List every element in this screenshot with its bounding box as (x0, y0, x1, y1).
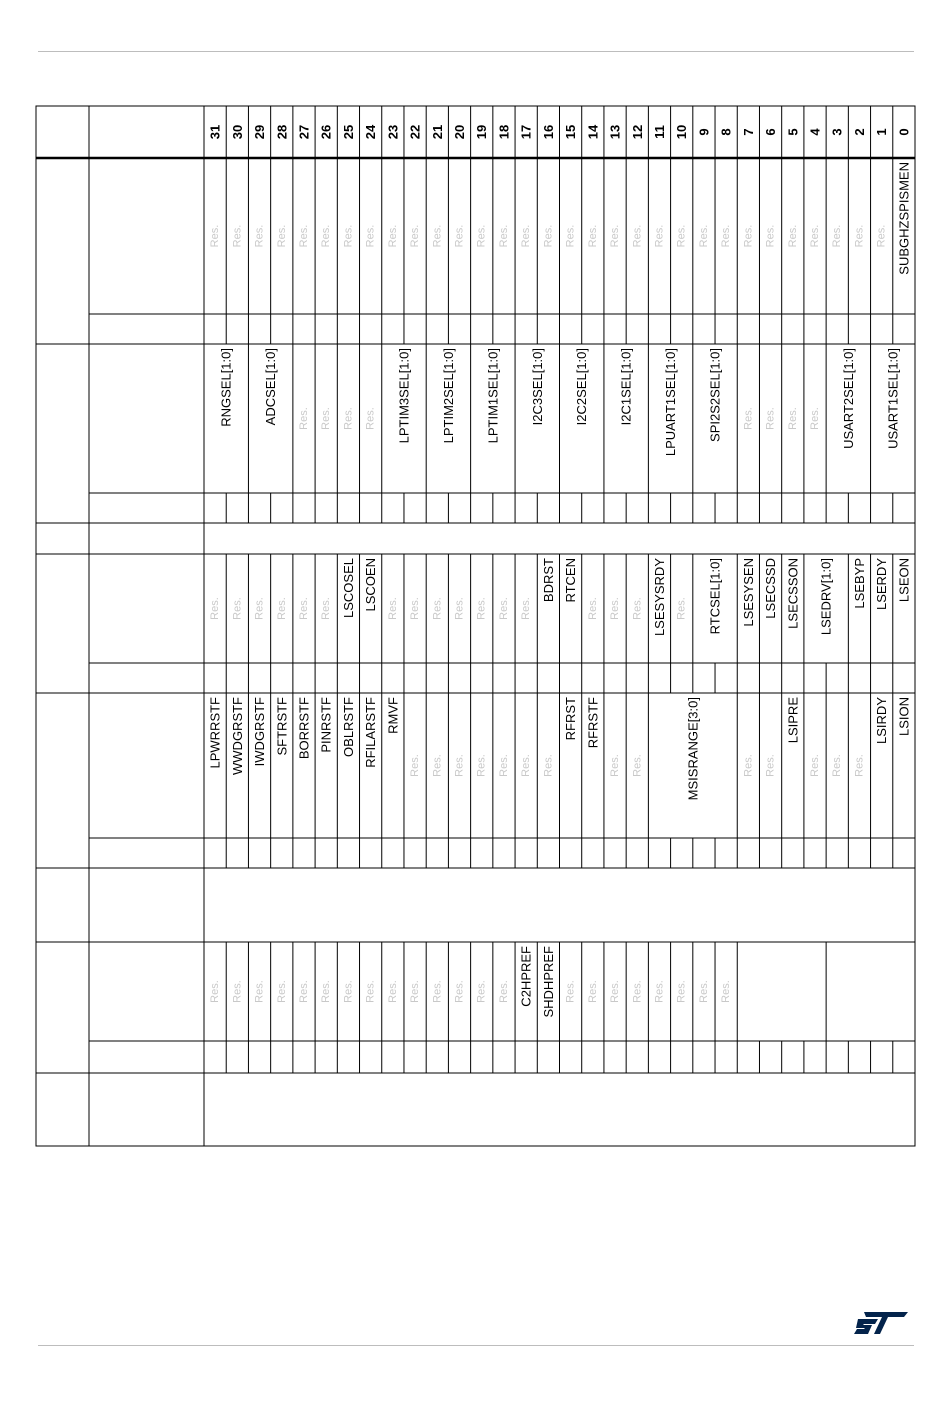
bit-number-label: 0 (896, 128, 912, 136)
reserved-field-label: Res. (475, 224, 488, 248)
bit-number-label: 9 (696, 128, 712, 136)
reserved-field-label: Res. (542, 224, 555, 248)
bit-number-label: 25 (340, 124, 356, 140)
reserved-field-label: Res. (231, 597, 244, 620)
reserved-field-label: Res. (364, 224, 377, 248)
reserved-field-label: Res. (231, 980, 244, 1003)
reserved-field-label: Res. (297, 407, 310, 430)
reserved-field-label: Res. (275, 980, 288, 1003)
field-name-label: LSECSSD (763, 558, 779, 619)
field-name-label: LSESYSRDY (651, 558, 667, 637)
reserved-field-label: Res. (675, 597, 688, 620)
reserved-field-label: Res. (297, 980, 310, 1003)
field-name-label: USART2SEL[1:0] (840, 348, 856, 449)
bit-number-label: 7 (740, 128, 756, 136)
reserved-field-label: Res. (742, 407, 755, 430)
reserved-field-label: Res. (742, 754, 755, 777)
field-name-label: LSECSSON (785, 558, 801, 629)
reserved-field-label: Res. (342, 407, 355, 430)
reserved-field-label: Res. (297, 597, 310, 620)
reserved-field-label: Res. (209, 980, 222, 1003)
reserved-field-label: Res. (697, 980, 710, 1003)
reserved-field-label: Res. (564, 980, 577, 1003)
field-name-label: OBLRSTF (340, 697, 356, 757)
reserved-field-label: Res. (409, 597, 422, 620)
reserved-field-label: Res. (497, 597, 510, 620)
field-name-label: SPI2S2SEL[1:0] (707, 348, 723, 442)
reserved-field-label: Res. (475, 597, 488, 620)
bit-number-label: 29 (252, 124, 268, 140)
reserved-field-label: Res. (497, 754, 510, 777)
reserved-field-label: Res. (653, 224, 666, 248)
reserved-field-label: Res. (386, 597, 399, 620)
field-name-label: RMVF (385, 697, 401, 734)
reserved-field-label: Res. (631, 754, 644, 777)
reserved-field-label: Res. (209, 224, 222, 248)
reserved-field-label: Res. (386, 980, 399, 1003)
reserved-field-label: Res. (675, 224, 688, 248)
field-name-label: I2C1SEL[1:0] (618, 348, 634, 426)
reserved-field-label: Res. (764, 407, 777, 430)
bit-number-label: 23 (385, 124, 401, 140)
reserved-field-label: Res. (831, 754, 844, 777)
reserved-field-label: Res. (586, 980, 599, 1003)
bit-number-label: 20 (452, 124, 468, 140)
field-name-label: I2C3SEL[1:0] (529, 348, 545, 426)
bit-number-label: 19 (474, 124, 490, 140)
reserved-field-label: Res. (320, 980, 333, 1003)
field-name-label: SHDHPREF (540, 946, 556, 1018)
reserved-field-label: Res. (631, 597, 644, 620)
bit-number-label: 21 (429, 124, 445, 140)
reserved-field-label: Res. (586, 597, 599, 620)
reserved-field-label: Res. (231, 224, 244, 248)
bit-number-label: 27 (296, 124, 312, 140)
field-name-label: RNGSEL[1:0] (218, 348, 234, 427)
reserved-field-label: Res. (475, 980, 488, 1003)
field-name-label: LSEON (896, 558, 912, 603)
field-name-label: RTCEN (563, 558, 579, 603)
reserved-field-label: Res. (631, 224, 644, 248)
bit-number-label: 30 (229, 124, 245, 140)
field-name-label: LPWRRSTF (207, 697, 223, 769)
reserved-field-label: Res. (431, 224, 444, 248)
field-name-label: IWDGRSTF (252, 697, 268, 767)
reserved-field-label: Res. (697, 224, 710, 248)
reserved-field-label: Res. (431, 597, 444, 620)
bit-number-label: 3 (829, 128, 845, 136)
bit-number-label: 11 (651, 125, 667, 139)
reserved-field-label: Res. (564, 224, 577, 248)
reserved-field-label: Res. (320, 407, 333, 430)
reserved-field-label: Res. (431, 754, 444, 777)
reserved-field-label: Res. (453, 224, 466, 248)
field-name-label: LSEDRV[1:0] (818, 558, 834, 636)
field-name-label: SUBGHZSPISMEN (896, 162, 912, 275)
field-name-label: RFRSTF (585, 697, 601, 749)
reserved-field-label: Res. (809, 407, 822, 430)
reserved-field-label: Res. (320, 597, 333, 620)
bit-number-label: 5 (785, 128, 801, 136)
reserved-field-label: Res. (720, 224, 733, 248)
reserved-field-label: Res. (520, 754, 533, 777)
reserved-field-label: Res. (497, 224, 510, 248)
reserved-field-label: Res. (409, 980, 422, 1003)
bit-number-label: 8 (718, 128, 734, 136)
reserved-field-label: Res. (253, 224, 266, 248)
field-name-label: RFILARSTF (363, 697, 379, 768)
field-name-label: LPUART1SEL[1:0] (663, 348, 679, 457)
reserved-field-label: Res. (275, 597, 288, 620)
reserved-field-label: Res. (453, 597, 466, 620)
empty-field-cell (737, 942, 826, 1041)
reserved-field-label: Res. (631, 980, 644, 1003)
field-name-label: LSION (896, 697, 912, 737)
field-name-label: WWDGRSTF (229, 697, 245, 775)
field-name-label: BDRST (540, 558, 556, 603)
field-name-label: LSCOSEL (340, 558, 356, 618)
reserved-field-label: Res. (609, 754, 622, 777)
reserved-field-label: Res. (431, 980, 444, 1003)
reserved-field-label: Res. (364, 980, 377, 1003)
reserved-field-label: Res. (675, 980, 688, 1003)
reserved-field-label: Res. (253, 980, 266, 1003)
bit-number-label: 24 (363, 124, 379, 140)
field-name-label: C2HPREF (518, 946, 534, 1007)
bit-number-label: 31 (207, 124, 223, 140)
bit-number-label: 6 (763, 128, 779, 136)
field-name-label: LPTIM1SEL[1:0] (485, 348, 501, 444)
reserved-field-label: Res. (786, 407, 799, 430)
field-name-label: BORRSTF (296, 697, 312, 760)
reserved-field-label: Res. (853, 224, 866, 248)
reserved-field-label: Res. (786, 224, 799, 248)
reserved-field-label: Res. (542, 754, 555, 777)
reserved-field-label: Res. (764, 754, 777, 777)
reserved-field-label: Res. (609, 597, 622, 620)
field-name-label: LPTIM3SEL[1:0] (396, 348, 412, 444)
reserved-field-label: Res. (297, 224, 310, 248)
bit-number-label: 17 (518, 124, 534, 140)
bit-number-label: 1 (874, 128, 890, 136)
reserved-field-label: Res. (386, 224, 399, 248)
st-logo-icon (852, 1310, 910, 1336)
bit-number-label: 26 (318, 124, 334, 140)
reserved-field-label: Res. (253, 597, 266, 620)
reserved-field-label: Res. (497, 980, 510, 1003)
reserved-field-label: Res. (875, 224, 888, 248)
bit-number-label: 4 (807, 128, 823, 136)
field-name-label: MSISRANGE[3:0] (685, 697, 701, 801)
field-name-label: LSERDY (874, 558, 890, 611)
field-name-label: RTCSEL[1:0] (707, 558, 723, 635)
field-name-label: I2C2SEL[1:0] (574, 348, 590, 426)
reserved-field-label: Res. (453, 980, 466, 1003)
bit-number-label: 15 (563, 124, 579, 140)
field-name-label: USART1SEL[1:0] (885, 348, 901, 449)
reserved-field-label: Res. (453, 754, 466, 777)
empty-field-cell (826, 942, 915, 1041)
bit-number-label: 12 (629, 124, 645, 140)
field-name-label: LSIPRE (785, 697, 801, 744)
bit-number-label: 28 (274, 124, 290, 140)
reserved-field-label: Res. (342, 980, 355, 1003)
reserved-field-label: Res. (809, 224, 822, 248)
reserved-field-label: Res. (320, 224, 333, 248)
bit-number-label: 14 (585, 124, 601, 140)
reserved-field-label: Res. (742, 224, 755, 248)
field-name-label: LSIRDY (874, 697, 890, 744)
reserved-field-label: Res. (609, 224, 622, 248)
field-name-label: ADCSEL[1:0] (263, 348, 279, 426)
reserved-field-label: Res. (609, 980, 622, 1003)
reserved-field-label: Res. (831, 224, 844, 248)
reserved-field-label: Res. (586, 224, 599, 248)
reserved-field-label: Res. (764, 224, 777, 248)
field-name-label: LSCOEN (363, 558, 379, 612)
reserved-field-label: Res. (342, 224, 355, 248)
reserved-field-label: Res. (520, 597, 533, 620)
reserved-field-label: Res. (809, 754, 822, 777)
bit-number-label: 16 (540, 124, 556, 140)
reserved-field-label: Res. (520, 224, 533, 248)
bit-number-label: 2 (851, 128, 867, 136)
reserved-field-label: Res. (409, 224, 422, 248)
reserved-field-label: Res. (364, 407, 377, 430)
field-name-label: LSEBYP (851, 558, 867, 609)
field-name-label: SFTRSTF (274, 697, 290, 756)
reserved-field-label: Res. (720, 980, 733, 1003)
bit-number-label: 10 (674, 124, 690, 140)
bit-number-label: 22 (407, 124, 423, 140)
field-name-label: LPTIM2SEL[1:0] (440, 348, 456, 444)
bit-number-label: 18 (496, 124, 512, 140)
reserved-field-label: Res. (853, 754, 866, 777)
reserved-field-label: Res. (209, 597, 222, 620)
reserved-field-label: Res. (653, 980, 666, 1003)
field-name-label: PINRSTF (318, 697, 334, 753)
reserved-field-label: Res. (475, 754, 488, 777)
field-name-label: LSESYSEN (740, 558, 756, 627)
bit-number-label: 13 (607, 124, 623, 140)
field-name-label: RFRST (563, 697, 579, 741)
reserved-field-label: Res. (409, 754, 422, 777)
reserved-field-label: Res. (275, 224, 288, 248)
